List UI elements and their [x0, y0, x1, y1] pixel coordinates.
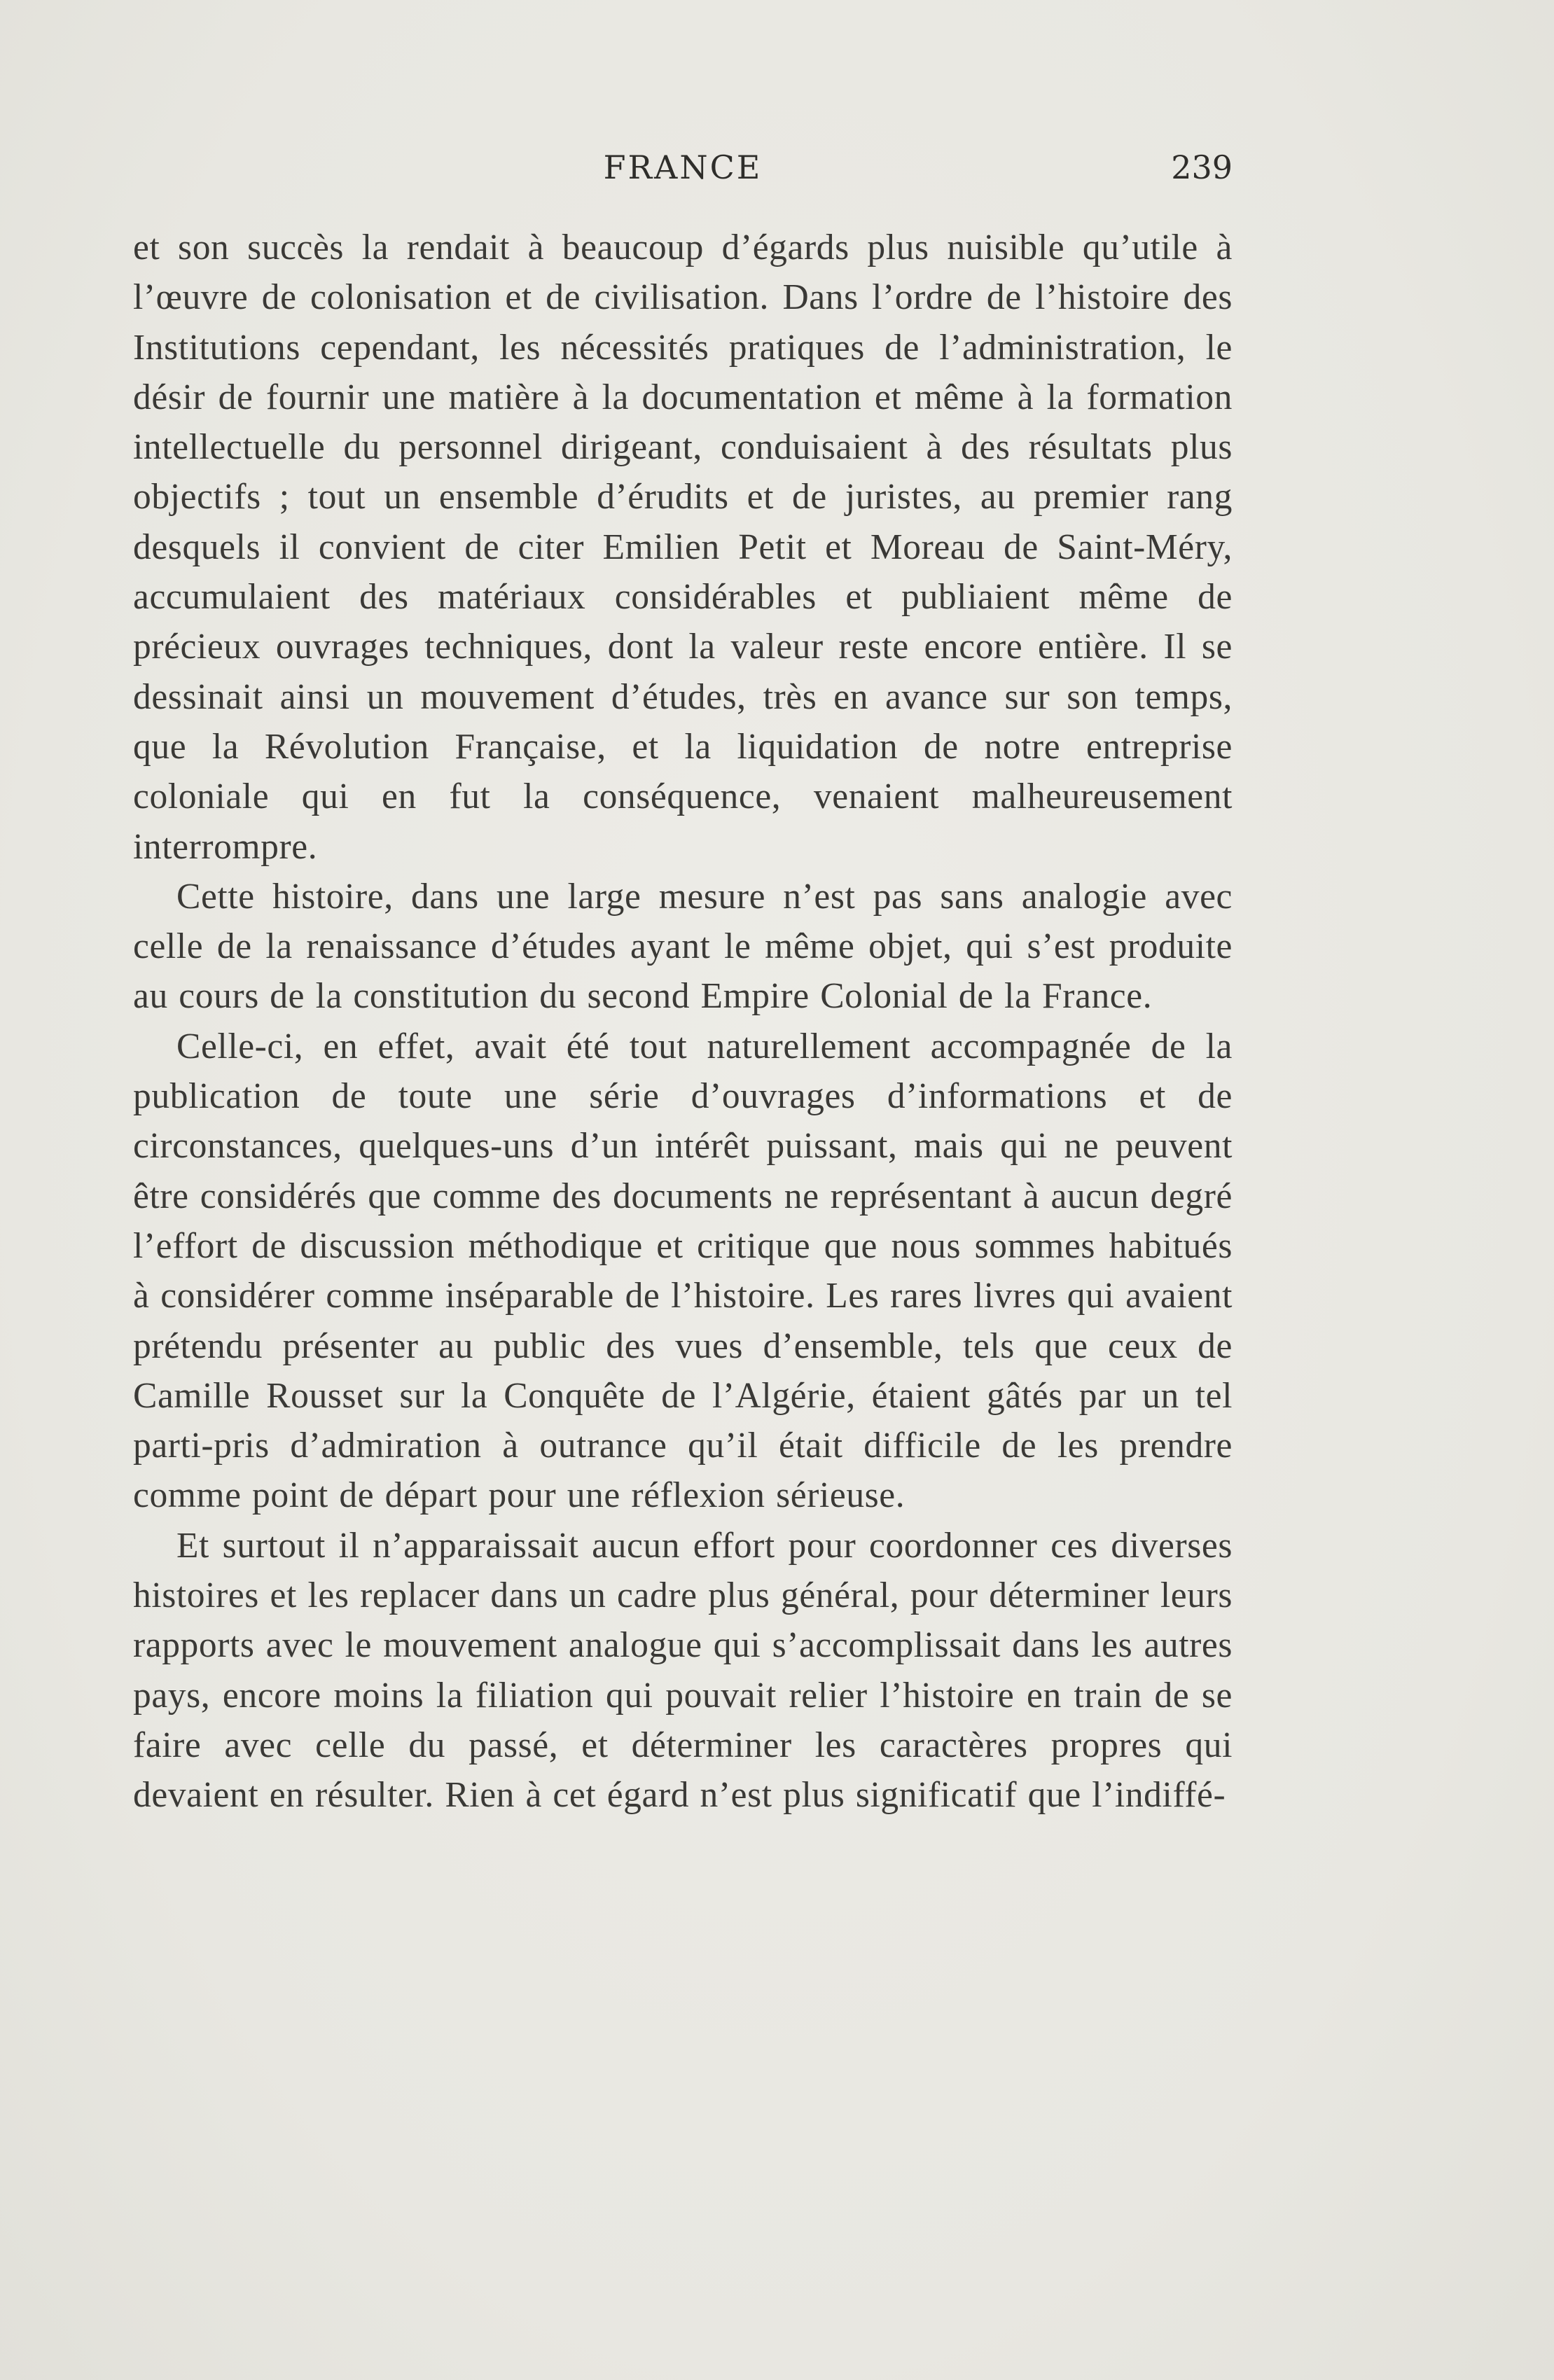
running-title: FRANCE [603, 148, 763, 186]
body-text [133, 223, 1233, 1821]
paragraph: et son succès la rendait à beaucoup d’égards plus nuisible qu’utile à l’œuvre de colonisation et de civilisation. Dans l’ordre de l’histoire des Institutions cependant, les nécessités pratiques de l’administration, le désir de fournir une matière à la documentation et même à la formation intellectuelle du personnel dirigeant, conduisaient à des résultats plus objectifs ; tout un ensemble d’érudits et de juristes, au premier rang desquels il convient de citer Emilien Petit et Moreau de Saint-Méry, accumulaient des matériaux considérables et publiaient même de précieux ouvrages techniques, dont la valeur reste encore entière. Il se dessinait ainsi un mouvement d’études, très en avance sur son temps, que la Révolution Française, et la liquidation de notre entreprise coloniale qui en fut la conséquence, venaient malheureusement interrompre. [133, 228, 1233, 867]
paragraph: Celle-ci, en effet, avait été tout naturellement accompagnée de la publication de toute une série d’ouvrages d’informations et de circonstances, quelques-uns d’un intérêt puissant, mais qui ne peuvent être considérés que comme des documents ne représentant à aucun degré l’effort de discussion méthodique et critique que nous sommes habitués à considérer comme inséparable de l’histoire. Les rares livres qui avaient prétendu présenter au public des vues d’ensemble, tels que ceux de Camille Rousset sur la Conquête de l’Algérie, étaient gâtés par un tel parti-pris d’admiration à outrance qu’il était difficile de les prendre comme point de départ pour une réflexion sérieuse. [133, 1026, 1233, 1516]
page-number: 239 [1171, 148, 1233, 186]
paragraph: Cette histoire, dans une large mesure n’est pas sans analogie avec celle de la renaissance d’études ayant le même objet, qui s’est produite au cours de la constitution du second Empire Colonial de la France. [133, 876, 1233, 1017]
page-header [133, 148, 1233, 197]
paragraph: Et surtout il n’apparaissait aucun effort pour coordonner ces diverses histoires et les replacer dans un cadre plus général, pour déterminer leurs rapports avec le mouvement analogue qui s’accomplissait dans les autres pays, encore moins la filiation qui pouvait relier l’histoire en train de se faire avec celle du passé, et déterminer les caractères propres qui devaient en résulter. Rien à cet égard n’est plus significatif que l’indiffé- [133, 1525, 1233, 1816]
